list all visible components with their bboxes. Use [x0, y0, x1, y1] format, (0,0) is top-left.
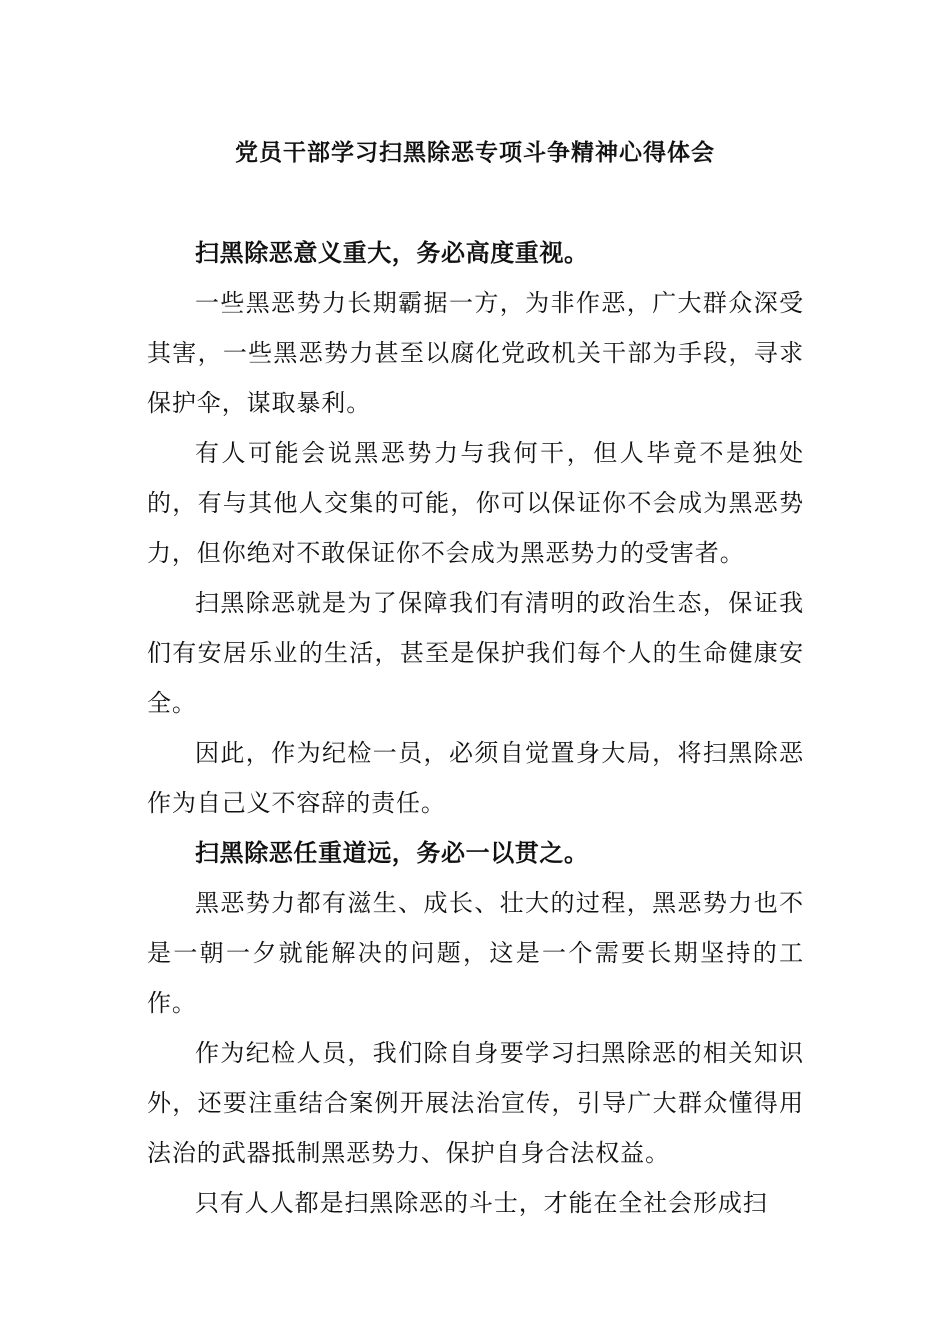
- paragraph: 扫黑除恶就是为了保障我们有清明的政治生态，保证我们有安居乐业的生活，甚至是保护我们每个人的生命健康安全。: [147, 589, 804, 717]
- paragraph: 黑恶势力都有滋生、成长、壮大的过程，黑恶势力也不是一朝一夕就能解决的问题，这是一个需要长期坚持的工作。: [147, 889, 804, 1017]
- paragraph: 作为纪检人员，我们除自身要学习扫黑除恶的相关知识外，还要注重结合案例开展法治宣传，引导广大群众懂得用法治的武器抵制黑恶势力、保护自身合法权益。: [147, 1039, 804, 1167]
- paragraph: 有人可能会说黑恶势力与我何干，但人毕竟不是独处的，有与其他人交集的可能，你可以保证你不会成为黑恶势力，但你绝对不敢保证你不会成为黑恶势力的受害者。: [147, 439, 804, 567]
- paragraph: 一些黑恶势力长期霸据一方，为非作恶，广大群众深受其害，一些黑恶势力甚至以腐化党政机关干部为手段，寻求保护伞，谋取暴利。: [147, 289, 804, 417]
- section-heading-long-term: 扫黑除恶任重道远，务必一以贯之。: [195, 839, 589, 867]
- section-heading-significance: 扫黑除恶意义重大，务必高度重视。: [195, 239, 589, 267]
- document-body: [147, 228, 804, 1228]
- paragraph: 因此，作为纪检一员，必须自觉置身大局，将扫黑除恶作为自己义不容辞的责任。: [147, 739, 804, 817]
- paragraph: 只有人人都是扫黑除恶的斗士，才能在全社会形成扫: [195, 1189, 768, 1217]
- document-title: 党员干部学习扫黑除恶专项斗争精神心得体会: [235, 140, 715, 166]
